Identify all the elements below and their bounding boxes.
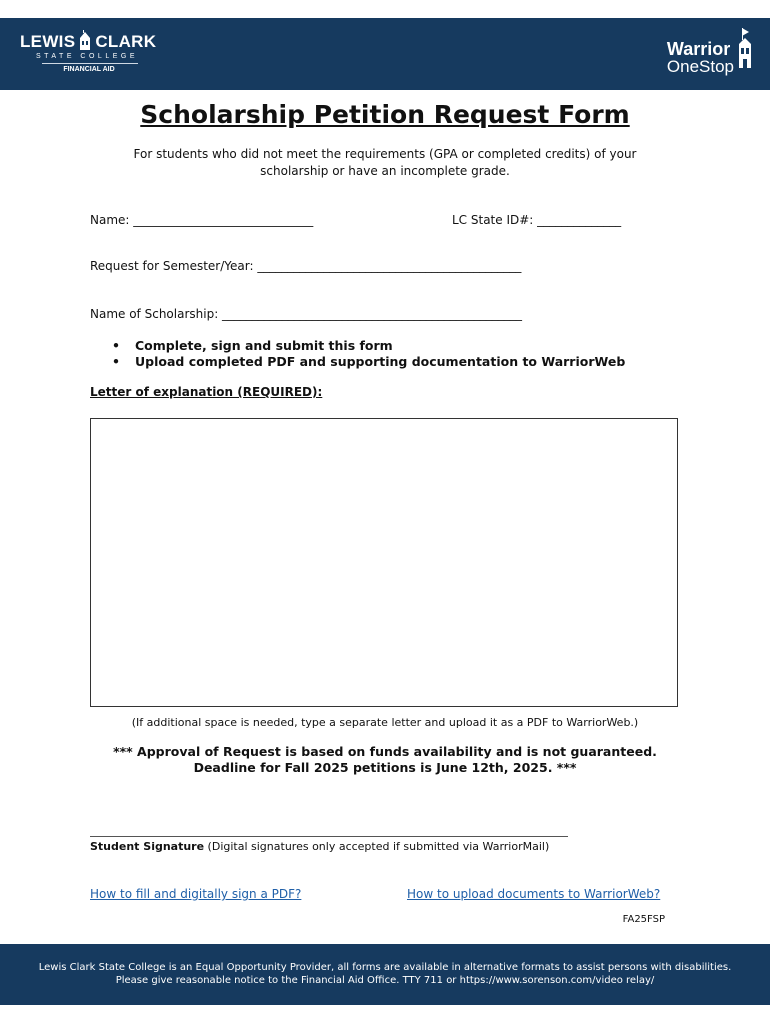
lc-state-id-field[interactable]: LC State ID#: ______________ bbox=[452, 213, 622, 227]
scholarship-name-field[interactable]: Name of Scholarship: __________________________________________________ bbox=[90, 307, 523, 321]
letter-label: Letter of explanation (REQUIRED): bbox=[90, 385, 323, 399]
signature-label-bold: Student Signature bbox=[90, 840, 205, 853]
approval-notice bbox=[0, 744, 770, 776]
logo-word-left: LEWIS bbox=[20, 32, 76, 51]
footer-line: Lewis Clark State College is an Equal Opportunity Provider, all forms are available in alternative formats to assist persons with disabilities. bbox=[38, 962, 732, 973]
form-code: FA25FSP bbox=[622, 914, 665, 925]
instruction-item: • Upload completed PDF and supporting documentation to WarriorWeb bbox=[112, 354, 625, 370]
form-subtitle: For students who did not meet the requirements (GPA or completed credits) of your scholarship or have an incomplete grade. bbox=[133, 147, 637, 178]
footer-line: Please give reasonable notice to the Financial Aid Office. TTY 711 or https://www.sorenson.com/video relay/ bbox=[115, 975, 655, 986]
additional-space-note: (If additional space is needed, type a separate letter and upload it as a PDF to WarriorWeb.) bbox=[131, 716, 639, 729]
logo-word-right: CLARK bbox=[95, 32, 157, 51]
lcsc-financial-aid-logo bbox=[20, 30, 157, 73]
warrior-onestop-logo bbox=[667, 28, 750, 76]
semester-year-field[interactable]: Request for Semester/Year: ____________________________________________ bbox=[90, 259, 522, 273]
page-title: Scholarship Petition Request Form bbox=[140, 100, 630, 129]
sign-pdf-link[interactable]: How to fill and digitally sign a PDF? bbox=[90, 887, 302, 901]
instruction-item: • Complete, sign and submit this form bbox=[112, 338, 625, 354]
warrior-logo-line2: OneStop bbox=[666, 57, 734, 76]
deadline-line: Deadline for Fall 2025 petitions is June 12th, 2025. *** bbox=[193, 760, 577, 775]
signature-note: (Digital signatures only accepted if submitted via WarriorMail) bbox=[204, 840, 550, 853]
letter-explanation-box[interactable] bbox=[90, 418, 678, 707]
signature-line[interactable] bbox=[90, 836, 568, 837]
clock-tower-icon bbox=[77, 30, 93, 50]
footer-banner bbox=[0, 944, 770, 1005]
logo-subtitle: STATE COLLEGE bbox=[35, 53, 139, 60]
signature-label bbox=[90, 840, 549, 853]
logo-department: FINANCIAL AID bbox=[63, 66, 115, 73]
warrior-tower-icon bbox=[738, 28, 752, 68]
instruction-list bbox=[112, 338, 625, 370]
approval-line: *** Approval of Request is based on funds availability and is not guaranteed. bbox=[113, 744, 657, 759]
upload-documents-link[interactable]: How to upload documents to WarriorWeb? bbox=[407, 887, 661, 901]
warrior-logo-line1: Warrior bbox=[666, 39, 731, 59]
logo-divider bbox=[42, 63, 138, 64]
header-banner bbox=[0, 18, 770, 90]
name-field[interactable]: Name: ______________________________ bbox=[90, 213, 314, 227]
